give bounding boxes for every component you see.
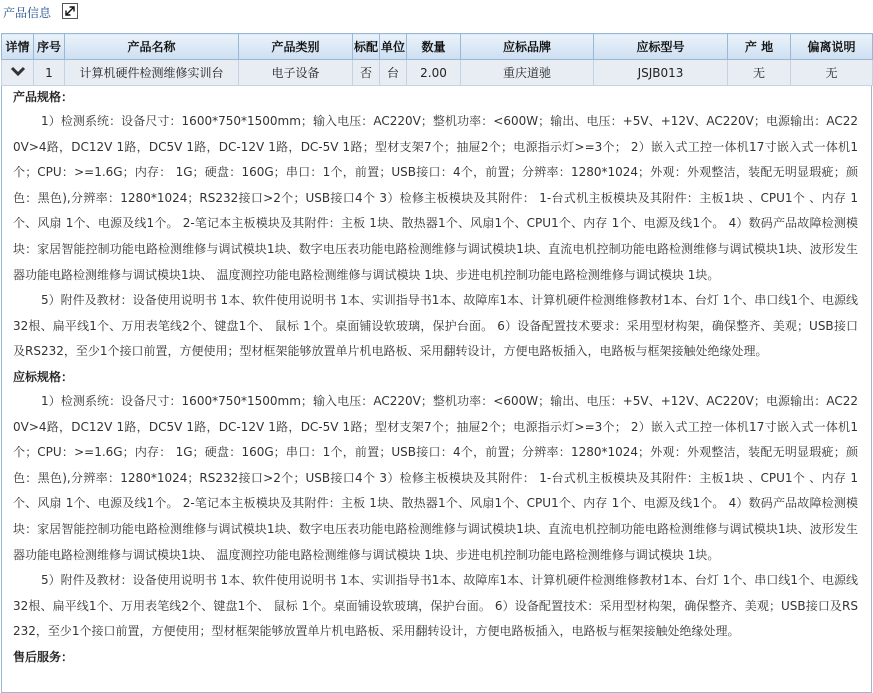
product-table bbox=[1, 33, 873, 86]
cell-model: JSJB013 bbox=[594, 60, 728, 86]
spec-title: 产品规格： bbox=[13, 90, 74, 104]
detail-toggle[interactable] bbox=[2, 60, 34, 86]
page-title: 产品信息 bbox=[3, 6, 52, 20]
top-bar bbox=[0, 0, 873, 28]
col-detail: 详情 bbox=[2, 34, 34, 60]
cell-unit: 台 bbox=[380, 60, 407, 86]
cell-brand: 重庆道驰 bbox=[461, 60, 594, 86]
cell-category: 电子设备 bbox=[239, 60, 353, 86]
table-header-row bbox=[2, 34, 873, 60]
table-row bbox=[2, 60, 873, 86]
col-unit: 单位 bbox=[380, 34, 407, 60]
spec-paragraph-2: 5）附件及教材：设备使用说明书 1本、软件使用说明书 1本、实训指导书1本、故障库1本、计算机硬件检测维修教材1本、台灯 1个、串口线1个、电源线32根、扁平线1个、万用表笔线2个、键盘1个、 鼠标 1个。桌面铺设软玻璃，保护台面。 6）设备配置技术要求：采用型材构架，确保整齐、美观；USB接口及RS232，至少1个接口前置，方便使用；型材框架能够放置单片机电路板、采用翻转设计，方便电路板插入，电路板与框架接触处绝缘处理。 bbox=[13, 293, 858, 359]
bid-spec-title: 应标规格： bbox=[13, 369, 74, 384]
bid-spec-paragraph-2: 5）附件及教材：设备使用说明书 1本、软件使用说明书 1本、实训指导书1本、故障库1本、计算机硬件检测维修教材1本、台灯 1个、串口线1个、电源线32根、扁平线1个、万用表笔线2个、键盘1个、 鼠标 1个。桌面铺设软玻璃，保护台面。 6）设备配置技术：采用型材构架，确保整齐、美观；USB接口及RS232，至少1个接口前置，方便使用；型材框架能够放置单片机电路板、采用翻转设计，方便电路板插入，电路板与框架接触处绝缘处理。 bbox=[13, 573, 858, 639]
col-deviation: 偏离说明 bbox=[791, 34, 873, 60]
cell-quantity: 2.00 bbox=[407, 60, 461, 86]
detail-content bbox=[1, 85, 872, 669]
col-quantity: 数量 bbox=[407, 34, 461, 60]
expand-arrows-icon[interactable] bbox=[62, 3, 78, 19]
cell-deviation: 无 bbox=[791, 60, 873, 86]
spec-paragraph-1: 1）检测系统：设备尺寸：1600*750*1500mm；输入电压：AC220V；整机功率：<600W；输出、电压：+5V、+12V、AC220V；电源输出：AC220V>4路，DC12V 1路，DC5V 1路，DC-12V 1路，DC-5V 1路；型材支架7个；抽屉2个；电源指示灯>=3个； 2）嵌入式工控一体机17寸嵌入式一体机1个；CPU：>=1.6G；内存： 1G；硬盘：160G；串口：1个，前置；USB接口：4个，前置；分辨率：1280*1024；外观：外观整洁，装配无明显瑕疵；颜色：黑色),分辨率：1280*1024；RS232接口>2个；USB接口4个 3）检修主板模块及其附件： 1-台式机主板模块及其附件：主板1块 、CPU1个 、内存 1个、风扇 1个、电源及线1个。 2-笔记本主板模块及其附件：主板 1块、散热器1个、风扇1个、CPU1个、内存 1个、电源及线1个。 4）数码产品故障检测模块：家居智能控制功能电路检测维修与调试模块1块、数字电压表功能电路检测维修与调试模块1块、直流电机控制功能电路检测维修与调试模块1块、波形发生器功能电路检测维修与调试模块1块、 温度测控功能电路检测维修与调试模块 1块、步进电机控制功能电路检测维修与调试模块 1块。 bbox=[13, 114, 858, 282]
col-product-name: 产品名称 bbox=[65, 34, 239, 60]
cell-standard: 否 bbox=[353, 60, 380, 86]
chevron-down-icon[interactable] bbox=[10, 65, 26, 80]
cell-product-name: 计算机硬件检测维修实训台 bbox=[65, 60, 239, 86]
cell-index: 1 bbox=[34, 60, 65, 86]
bid-spec-paragraph-1: 1）检测系统：设备尺寸：1600*750*1500mm；输入电压：AC220V；整机功率：<600W；输出、电压：+5V、+12V、AC220V；电源输出：AC220V>4路，DC12V 1路，DC5V 1路，DC-12V 1路，DC-5V 1路；型材支架7个；抽屉2个；电源指示灯>=3个； 2）嵌入式工控一体机17寸嵌入式一体机1个；CPU：>=1.6G；内存： 1G；硬盘：160G；串口：1个，前置；USB接口：4个，前置；分辨率：1280*1024；外观：外观整洁，装配无明显瑕疵；颜色：黑色),分辨率：1280*1024；RS232接口>2个；USB接口4个 3）检修主板模块及其附件： 1-台式机主板模块及其附件：主板1块 、CPU1个 、内存 1个、风扇 1个、电源及线1个。 2-笔记本主板模块及其附件：主板 1块、散热器1个、风扇1个、CPU1个、内存 1个、电源及线1个。 4）数码产品故障检测模块：家居智能控制功能电路检测维修与调试模块1块、数字电压表功能电路检测维修与调试模块1块、直流电机控制功能电路检测维修与调试模块1块、波形发生器功能电路检测维修与调试模块1块、 温度测控功能电路检测维修与调试模块 1块、步进电机控制功能电路检测维修与调试模块 1块。 bbox=[13, 393, 858, 562]
cell-origin: 无 bbox=[728, 60, 791, 86]
col-brand: 应标品牌 bbox=[461, 34, 594, 60]
col-index: 序号 bbox=[34, 34, 65, 60]
col-origin: 产 地 bbox=[728, 34, 791, 60]
col-standard: 标配 bbox=[353, 34, 380, 60]
col-model: 应标型号 bbox=[594, 34, 728, 60]
col-category: 产品类别 bbox=[239, 34, 353, 60]
after-sales-title: 售后服务： bbox=[13, 649, 74, 664]
